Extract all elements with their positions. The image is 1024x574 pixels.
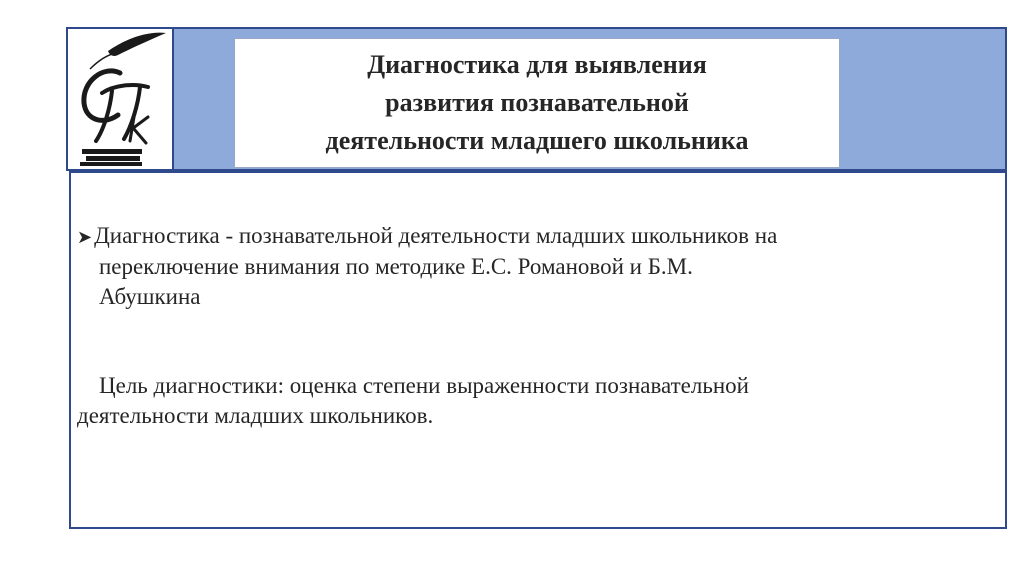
bullet-line-2: переключение внимания по методике Е.С. Романовой и Б.М.: [99, 254, 693, 279]
bullet-line-1: ➤Диагностика - познавательной деятельности младших школьников на: [77, 223, 778, 248]
goal-line-1: Цель диагностики: оценка степени выраженности познавательной: [99, 373, 749, 398]
goal-paragraph: [77, 371, 997, 431]
goal-line-2: деятельности младших школьников.: [77, 403, 434, 428]
page-title: Диагностика для выявления развития познавательной деятельности младшего школьника: [325, 50, 749, 155]
title-box: [234, 38, 840, 168]
bullet-line-3: Абушкина: [99, 284, 201, 309]
content-box: [69, 171, 1007, 529]
arrow-bullet-icon: ➤: [77, 227, 93, 247]
logo: [66, 27, 174, 171]
bullet-paragraph: [77, 221, 997, 312]
quill-and-books-logo-icon: [68, 29, 172, 169]
